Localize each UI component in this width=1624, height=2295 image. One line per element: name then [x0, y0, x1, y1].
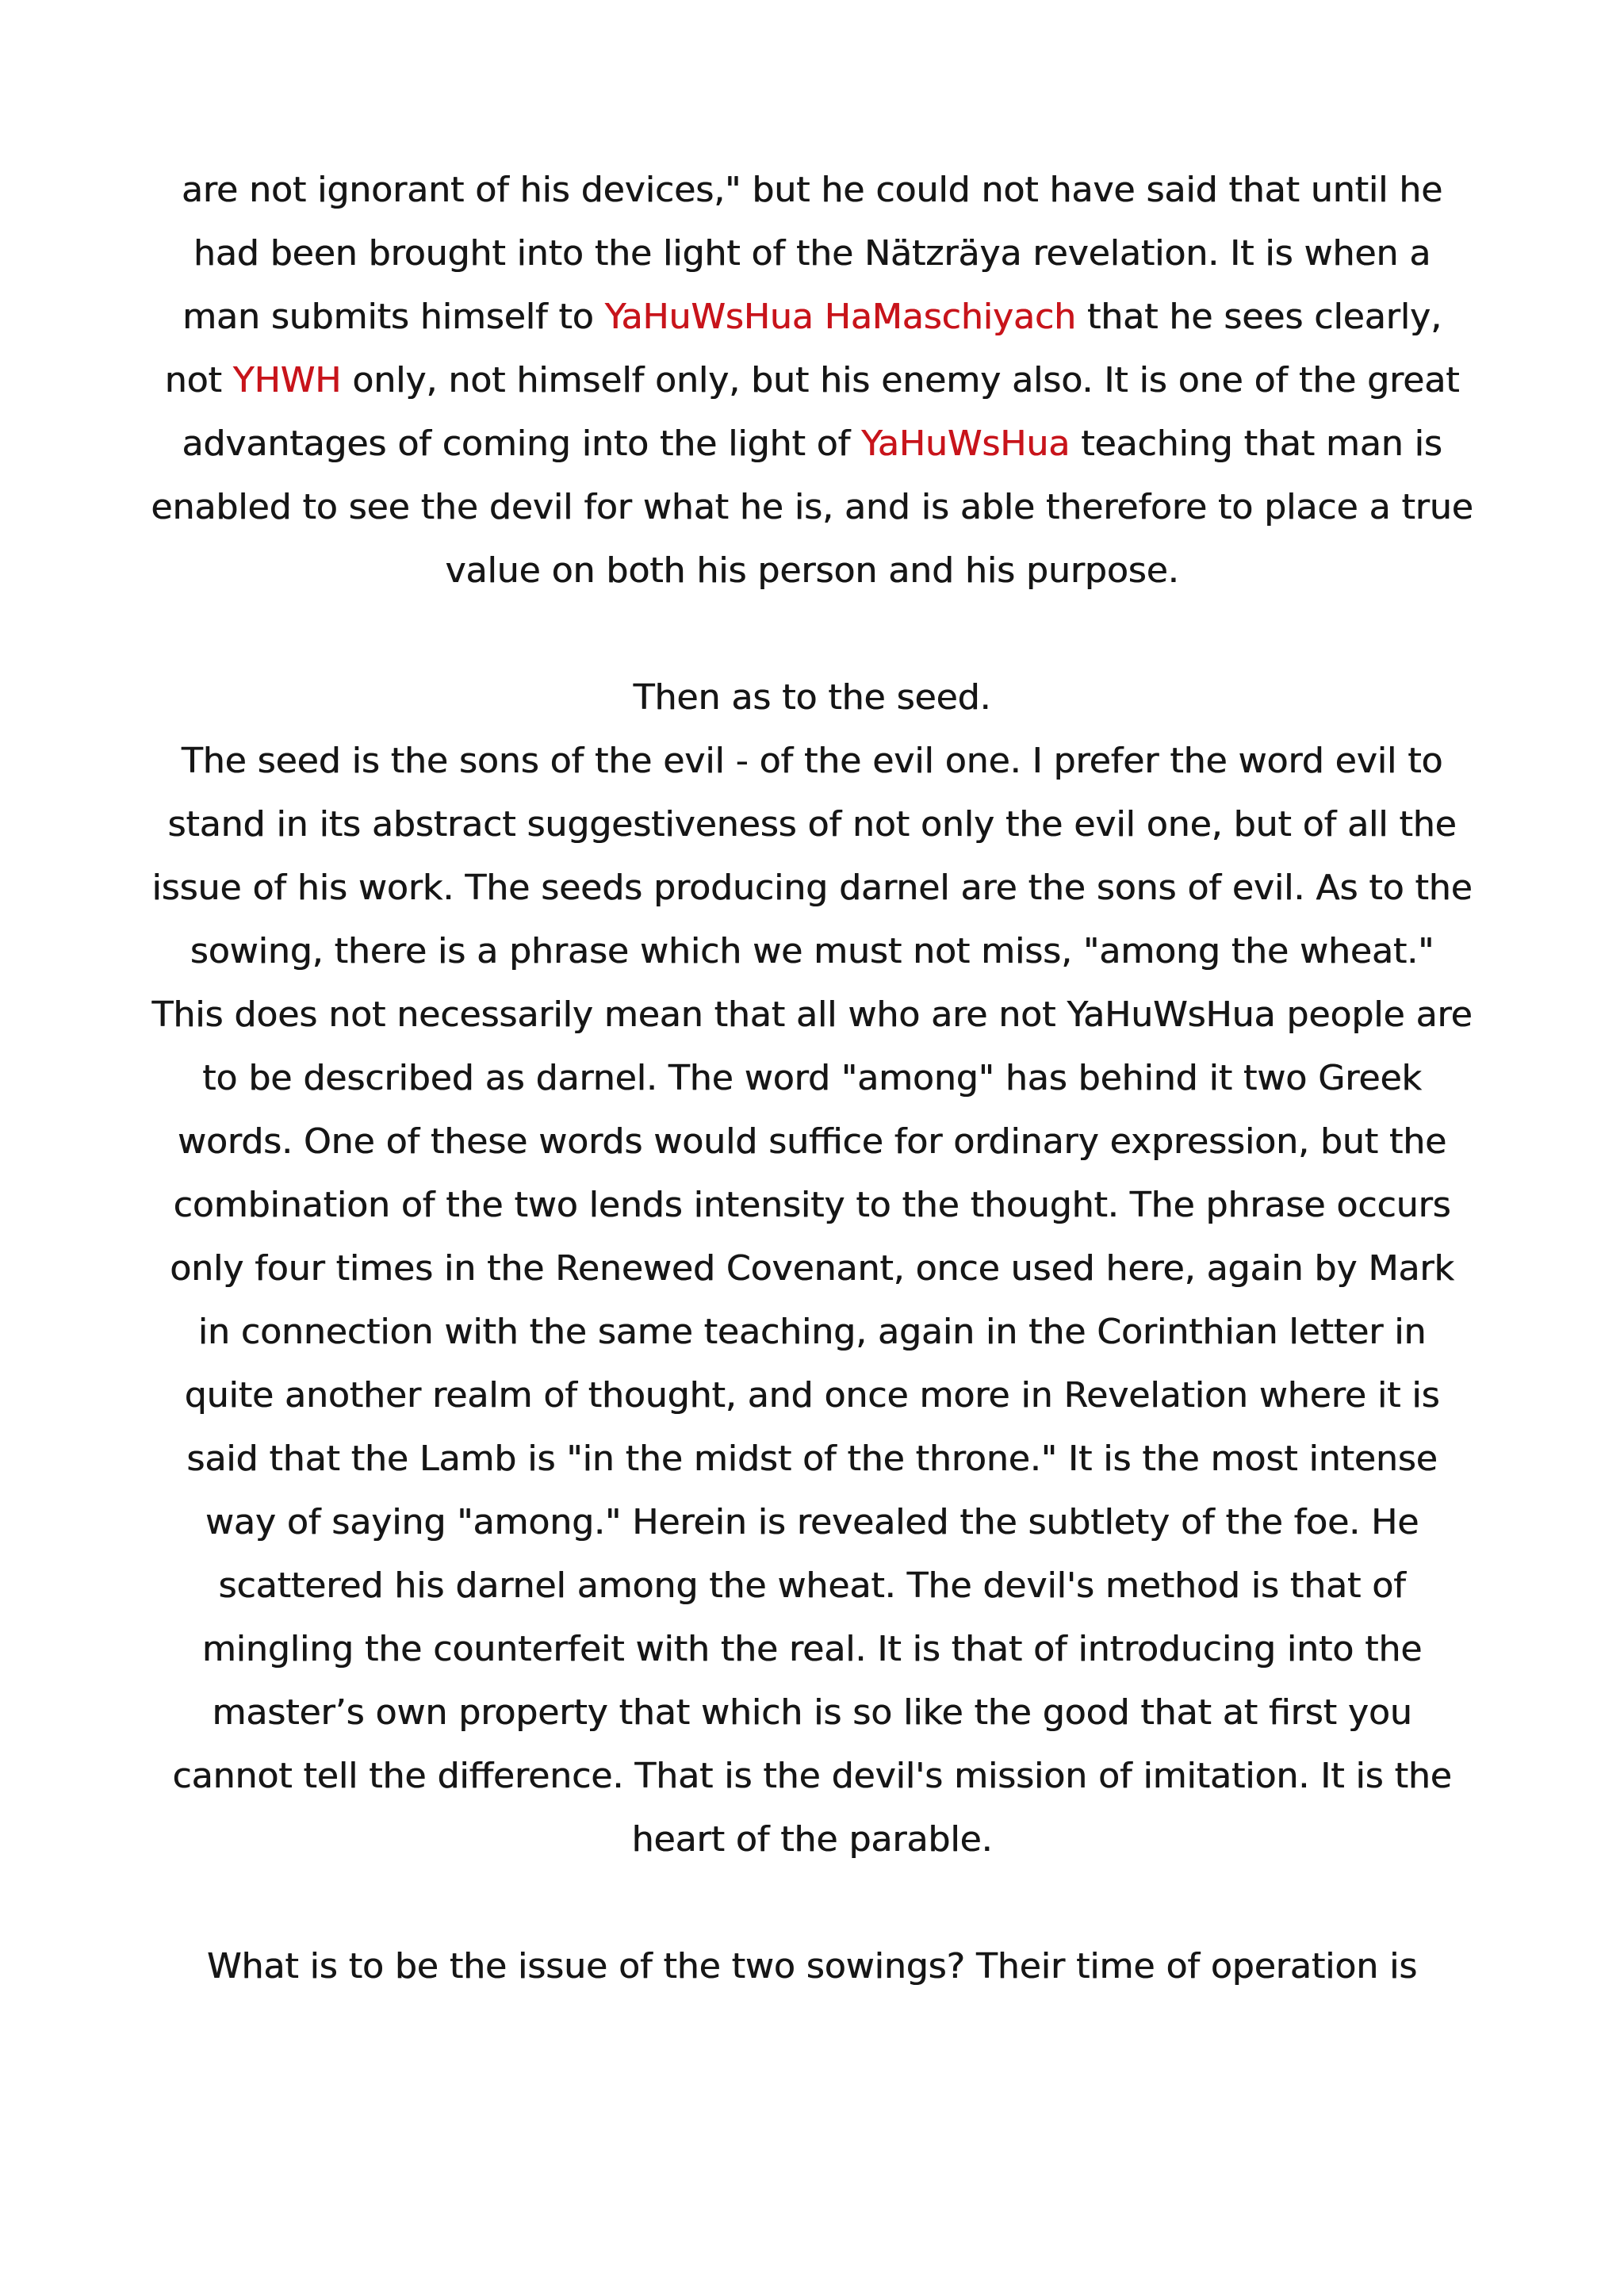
paragraph-gap — [151, 1872, 1473, 1935]
paragraph-issue: What is to be the issue of the two sowings? Their time of operation is — [206, 1946, 1418, 1987]
highlighted-name: YHWH — [232, 360, 342, 400]
document-page — [151, 159, 1473, 1998]
paragraph-text: that he sees clearly, not — [164, 297, 1442, 400]
paragraph-seed: The seed is the sons of the evil - of the evil one. I prefer the word evil to stand in its abstract suggestiveness of not only the evil one, but of all the issue of his work. The seeds producing darnel are the sons of evil. As to the sowing, there is a phrase which we must not miss, "among the wheat." This does not necessarily mean that all who are not YaHuWsHua people are to be described as darnel. The word "among" has behind it two Greek words. One of these words would suffice for ordinary expression, but the combination of the two lends intensity to the thought. The phrase occurs only four times in the Renewed Covenant, once used here, again by Mark in connection with the same teaching, again in the Corinthian letter in quite another realm of thought, and once more in Revelation where it is said that the Lamb is "in the midst of the throne." It is the most intense way of saying "among." Herein is revealed the subtlety of the foe. He scattered his darnel among the wheat. The devil's method is that of mingling the counterfeit with the real. It is that of introducing into the master’s own property that which is so like the good that at first you cannot tell the difference. That is the devil's mission of imitation. It is the heart of the parable. — [151, 741, 1473, 1860]
paragraph-text: only, not himself only, but his enemy also. It is one of the great advantages of coming into the light of — [182, 360, 1460, 464]
paragraph-seed-heading: Then as to the seed. — [633, 677, 991, 718]
paragraph-devices — [151, 159, 1473, 603]
paragraph-gap — [151, 603, 1473, 666]
paragraph-text: teaching that man is enabled to see the devil for what he is, and is able therefore to place a true value on both his person and his purpose. — [151, 423, 1473, 591]
highlighted-name: YaHuWsHua HaMaschiyach — [604, 297, 1076, 337]
highlighted-name: YaHuWsHua — [860, 423, 1071, 464]
paragraph-text: are not ignorant of his devices," but he could not have said that until he had been brought into the light of the Nätzräya revelation. It is when a man submits himself to — [181, 170, 1443, 337]
